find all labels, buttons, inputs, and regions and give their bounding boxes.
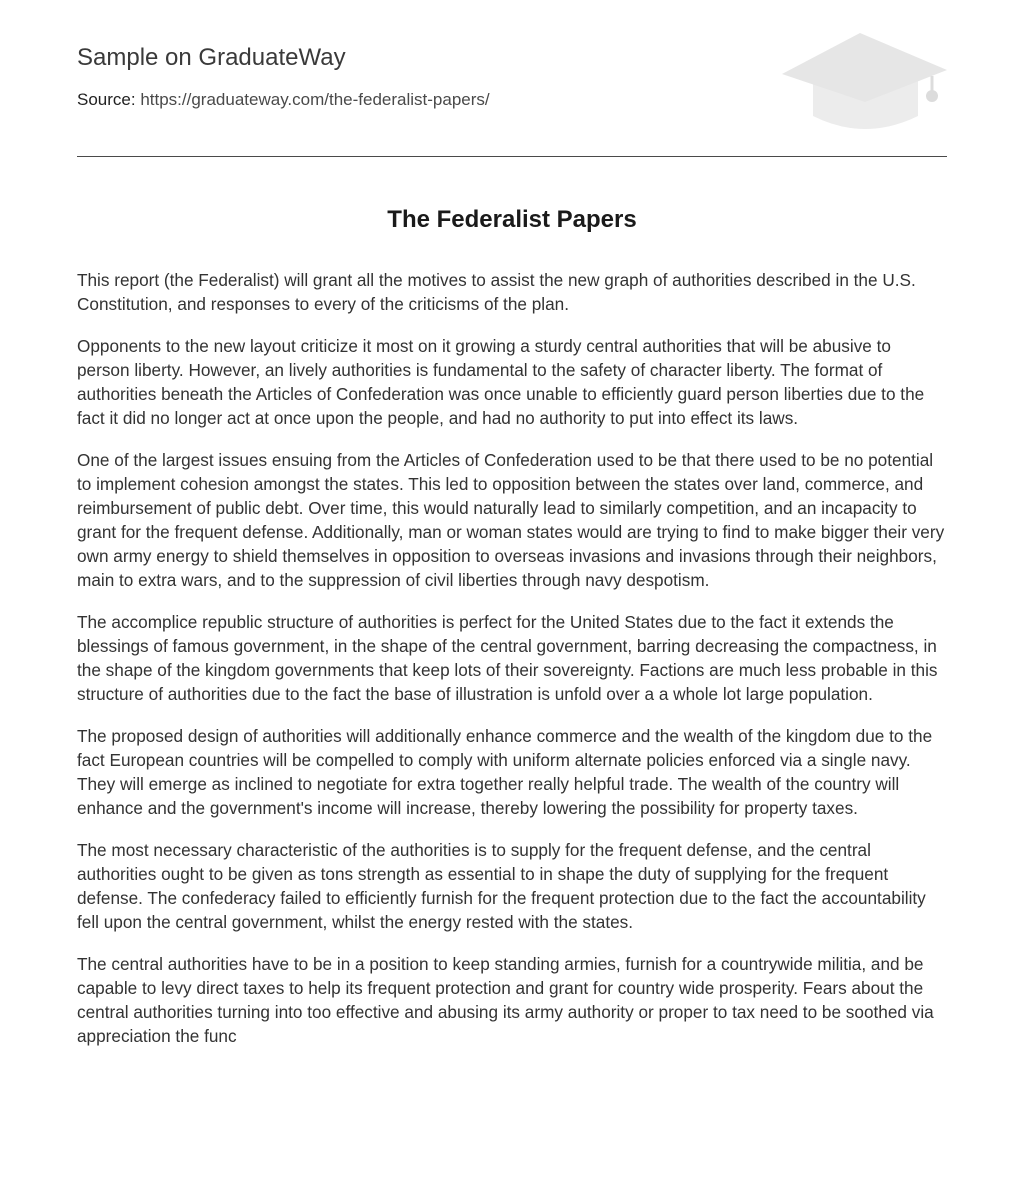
graduation-cap-icon [780, 30, 950, 134]
source-line [77, 90, 490, 110]
paragraph: The accomplice republic structure of authorities is perfect for the United States due to the fact it extends the blessings of famous government, in the shape of the central government, barring decreasing the compactness, in the shape of the kingdom governments that keep lots of their sovereignty. Factions are much less probable in this structure of authorities due to the fact the base of illustration is unfold over a a whole lot large population. [77, 612, 938, 704]
page [77, 0, 947, 1046]
paragraph: The central authorities have to be in a position to keep standing armies, furnish for a countrywide militia, and be capable to levy direct taxes to help its frequent protection and grant for country wide prosperity. Fears about the central authorities turning into too effective and abusing its army authority or proper to tax need to be soothed via appreciation the func [77, 954, 934, 1046]
paragraph: This report (the Federalist) will grant all the motives to assist the new graph of authorities described in the U.S. Constitution, and responses to every of the criticisms of the plan. [77, 270, 916, 314]
paragraph: The proposed design of authorities will additionally enhance commerce and the wealth of the kingdom due to the fact European countries will be compelled to comply with uniform alternate policies enforced via a single navy. They will emerge as inclined to negotiate for extra together really helpful trade. The wealth of the country will enhance and the government's income will increase, thereby lowering the possibility for property taxes. [77, 726, 933, 818]
paragraph: Opponents to the new layout criticize it most on it growing a sturdy central authorities that will be abusive to person liberty. However, an lively authorities is fundamental to the safety of character liberty. The format of authorities beneath the Articles of Confederation was once unable to efficiently guard person liberties due to the fact it did no longer act at once upon the people, and had no authority to put into effect its laws. [77, 336, 925, 428]
page-header [77, 0, 947, 157]
paragraph: The most necessary characteristic of the authorities is to supply for the frequent defense, and the central authorities ought to be given as tons strength as essential to in shape the duty of supplying for the frequent defense. The confederacy failed to efficiently furnish for the frequent protection due to the fact the accountability fell upon the central government, whilst the energy rested with the states. [77, 840, 926, 932]
document-title: The Federalist Papers [387, 206, 637, 233]
document-body [77, 268, 947, 1066]
paragraph: One of the largest issues ensuing from the Articles of Confederation used to be that there used to be no potential to implement cohesion amongst the states. This led to opposition between the states over land, commerce, and reimbursement of public debt. Over time, this would naturally lead to similarly competition, and an incapacity to grant for the frequent defense. Additionally, man or woman states would are trying to find to make bigger their very own army energy to shield themselves in opposition to overseas invasions and invasions through their neighbors, main to extra wars, and to the suppression of civil liberties through navy despotism. [77, 450, 945, 590]
source-link[interactable]: https://graduateway.com/the-federalist-papers/ [140, 90, 490, 109]
source-label: Source: [77, 90, 136, 109]
site-title: Sample on GraduateWay [77, 44, 346, 71]
